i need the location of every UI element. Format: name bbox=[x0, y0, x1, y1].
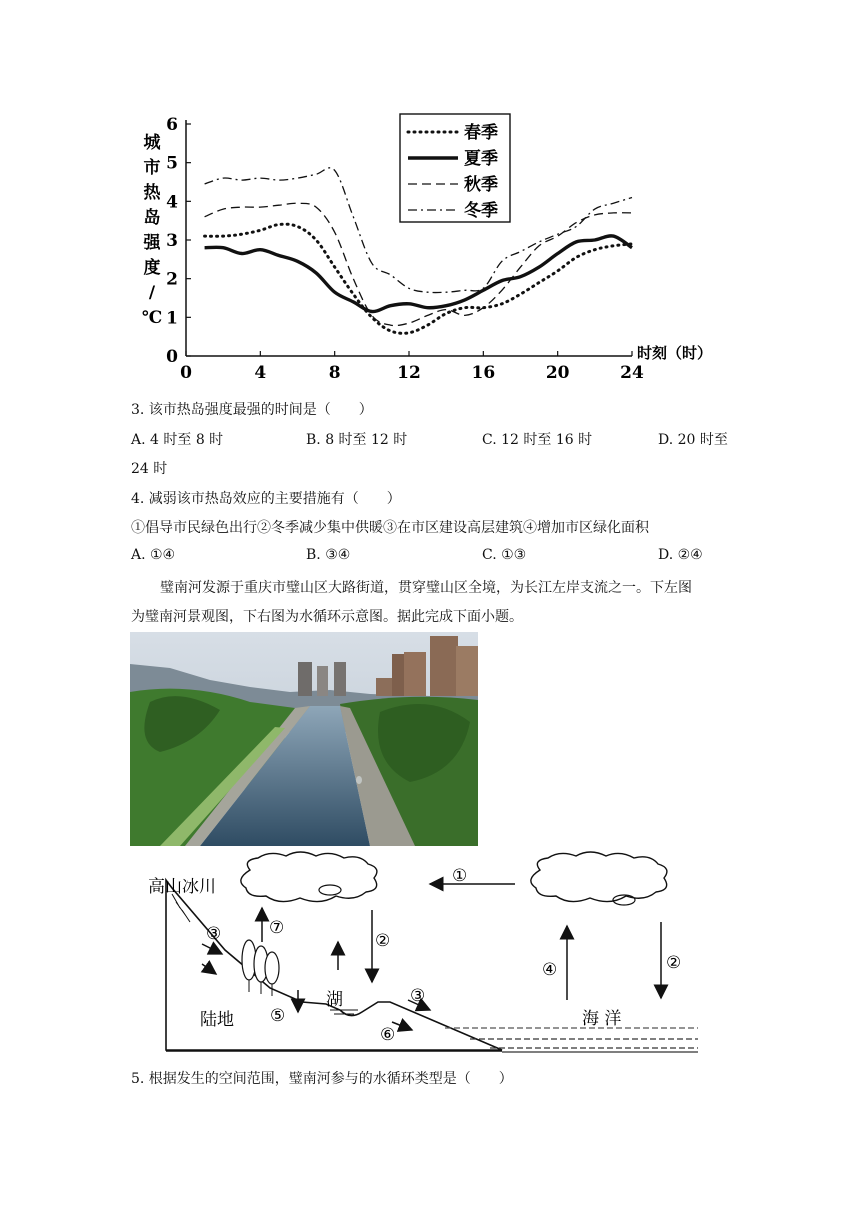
y-axis-label-char: 强 bbox=[143, 233, 161, 253]
y-tick-label: 6 bbox=[166, 115, 178, 135]
y-axis-label-char: 城 bbox=[143, 133, 161, 153]
question-3-option-d-continued: 24 时 bbox=[131, 461, 168, 477]
legend-label: 夏季 bbox=[464, 149, 498, 169]
land-label: 陆地 bbox=[200, 1010, 234, 1030]
y-axis-label-char: 市 bbox=[143, 158, 161, 178]
lake-label: 湖 bbox=[326, 990, 343, 1010]
y-axis-label-char: ℃ bbox=[141, 308, 163, 328]
y-tick-label: 2 bbox=[166, 269, 178, 290]
x-tick-label: 0 bbox=[180, 363, 192, 383]
y-tick-label: 0 bbox=[166, 347, 178, 367]
question-3-option-a[interactable]: A. 4 时至 8 时 bbox=[131, 432, 224, 448]
y-axis-label-char: 度 bbox=[143, 258, 161, 278]
question-3-stem: 3. 该市热岛强度最强的时间是（ ） bbox=[131, 402, 373, 418]
process-7-label: ⑦ bbox=[269, 918, 285, 938]
y-tick-label: 3 bbox=[166, 231, 178, 251]
question-5-stem: 5. 根据发生的空间范围，璧南河参与的水循环类型是（ ） bbox=[131, 1071, 513, 1087]
chart-legend bbox=[400, 114, 510, 222]
x-tick-label: 16 bbox=[471, 363, 496, 383]
process-2-label-ocean: ② bbox=[666, 953, 682, 973]
question-4-option-d[interactable]: D. ②④ bbox=[658, 547, 703, 563]
legend-label: 春季 bbox=[464, 123, 498, 143]
passage-line-2: 为璧南河景观图，下右图为水循环示意图。据此完成下面小题。 bbox=[131, 609, 523, 625]
glacier-label: 高山冰川 bbox=[148, 877, 216, 897]
water-cycle-diagram bbox=[130, 850, 710, 1065]
x-tick-label: 20 bbox=[545, 363, 570, 383]
y-axis-label-char: 热 bbox=[143, 183, 161, 203]
legend-label: 冬季 bbox=[464, 201, 498, 221]
x-axis-label: 时刻（时） bbox=[637, 344, 713, 362]
question-3-option-c[interactable]: C. 12 时至 16 时 bbox=[482, 432, 593, 448]
y-tick-label: 5 bbox=[166, 153, 178, 174]
process-3-label-lake: ③ bbox=[410, 986, 426, 1006]
process-5-label: ⑤ bbox=[270, 1006, 286, 1026]
cloud-left bbox=[241, 852, 377, 902]
y-axis-label bbox=[142, 133, 162, 328]
cloud-right bbox=[531, 852, 667, 902]
question-4-option-a[interactable]: A. ①④ bbox=[131, 547, 176, 563]
question-4-statements: ①倡导市民绿色出行②冬季减少集中供暖③在市区建设高层建筑④增加市区绿化面积 bbox=[131, 520, 649, 536]
question-3-option-b[interactable]: B. 8 时至 12 时 bbox=[306, 432, 408, 448]
y-tick-label: 4 bbox=[166, 192, 178, 213]
heat-island-chart bbox=[140, 110, 740, 385]
passage-line-1: 璧南河发源于重庆市璧山区大路街道，贯穿璧山区全境，为长江左岸支流之一。下左图 bbox=[160, 580, 692, 596]
process-2-label-land: ② bbox=[375, 931, 391, 951]
river-landscape-photo bbox=[130, 632, 478, 846]
legend-label: 秋季 bbox=[464, 175, 498, 195]
question-4-option-c[interactable]: C. ①③ bbox=[482, 547, 527, 563]
x-tick-label: 4 bbox=[254, 363, 267, 383]
y-axis-label-char: 岛 bbox=[143, 208, 161, 228]
process-1-label: ① bbox=[452, 866, 468, 886]
question-3-option-d[interactable]: D. 20 时至 bbox=[658, 432, 728, 448]
process-3-label-glacier: ③ bbox=[206, 924, 222, 944]
process-4-label: ④ bbox=[542, 960, 558, 980]
x-tick-label: 8 bbox=[328, 363, 341, 383]
x-tick-label: 24 bbox=[620, 363, 644, 383]
series-line-1 bbox=[205, 224, 632, 333]
question-4-option-b[interactable]: B. ③④ bbox=[306, 547, 351, 563]
series-line-2 bbox=[205, 236, 632, 312]
process-6-label: ⑥ bbox=[380, 1025, 396, 1045]
y-axis-label-char: / bbox=[148, 283, 156, 303]
question-4-stem: 4. 减弱该市热岛效应的主要措施有（ ） bbox=[131, 491, 401, 507]
y-tick-label: 1 bbox=[166, 308, 178, 329]
x-tick-label: 12 bbox=[397, 363, 421, 383]
ocean-label: 海 洋 bbox=[582, 1009, 622, 1029]
